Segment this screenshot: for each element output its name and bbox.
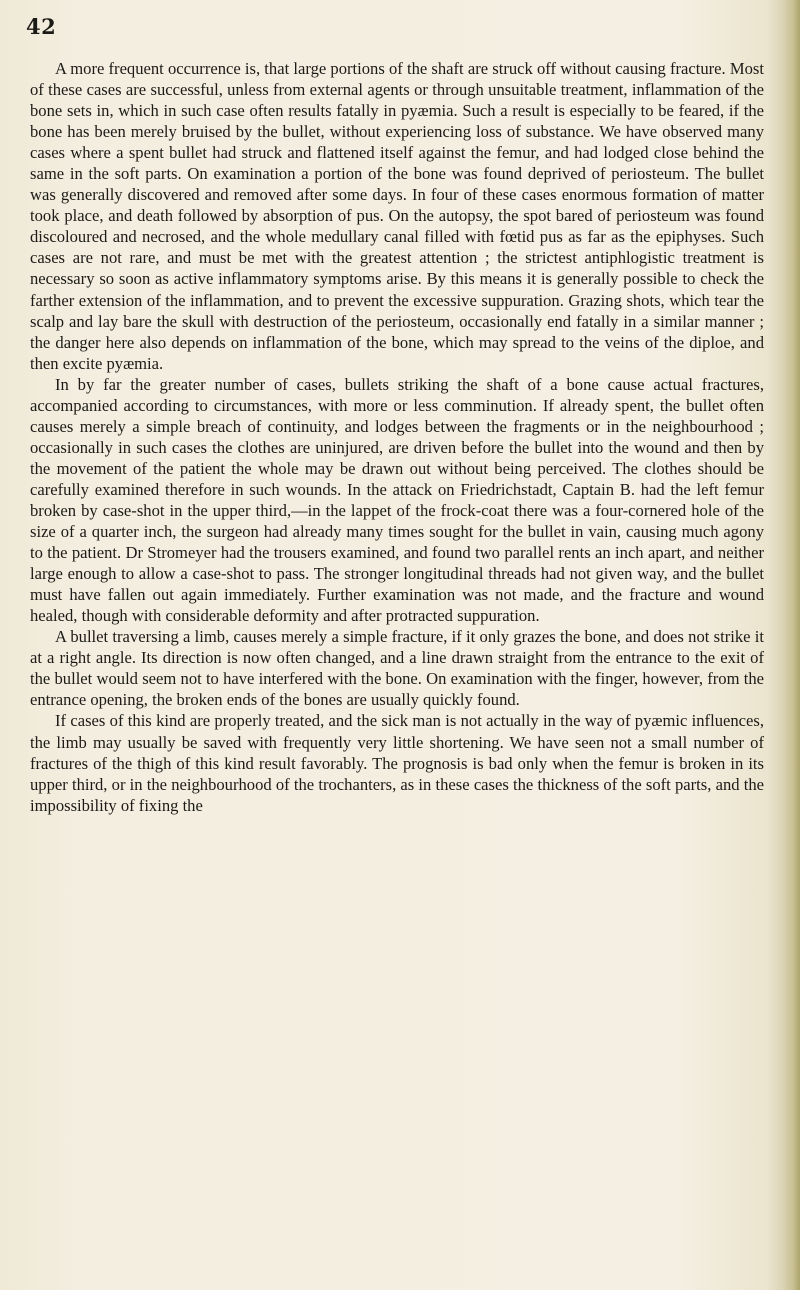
page-number: 42 [26,14,57,39]
paragraph-2: In by far the greater number of cases, bullets striking the shaft of a bone cause actual fractures, accompanied according to circumstances, with more or less comminution. If already spent, the bullet often causes merely a simple breach of continuity, and lodges between the fragments or in the neighbourhood ; occasionally in such cases the clothes are uninjured, are driven before the bullet into the wound and then by the movement of the patient the whole may be drawn out without being perceived. The clothes should be carefully examined therefore in such wounds. In the attack on Friedrichstadt, Captain B. had the left femur broken by case-shot in the upper third,—in the lappet of the frock-coat there was a four-cornered hole of the size of a quarter inch, the surgeon had already many times sought for the bullet in vain, causing much agony to the patient. Dr Stromeyer had the trousers examined, and found two parallel rents an inch apart, and neither large enough to allow a case-shot to pass. The stronger longitudinal threads had not given way, and the bullet must have fallen out again immediately. Further examination was not made, and the fracture and wound healed, though with considerable deformity and after protracted suppuration. [30,374,764,626]
paragraph-4: If cases of this kind are properly treated, and the sick man is not actually in the way of pyæmic influences, the limb may usually be saved with frequently very little shortening. We have seen not a small number of fractures of the thigh of this kind result favorably. The prognosis is bad only when the femur is broken in its upper third, or in the neighbourhood of the trochanters, as in these cases the thickness of the soft parts, and the impossibility of fixing the [30,711,764,815]
paragraph-1: A more frequent occurrence is, that large portions of the shaft are struck off without causing fracture. Most of these cases are successful, unless from external agents or through unsuitable treatment, inflammation of the bone sets in, which in such case often results fatally in pyæmia. Such a result is especially to be feared, if the bone has been merely bruised by the bullet, without experiencing loss of substance. We have observed many cases where a spent bullet had struck and flattened itself against the femur, and had lodged close behind the same in the soft parts. On examination a portion of the bone was found deprived of periosteum. The bullet was generally discovered and removed after some days. In four of these cases enormous formation of matter took place, and death followed by absorption of pus. On the autopsy, the spot bared of periosteum was found discoloured and necrosed, and the whole medullary canal filled with fœtid pus as far as the epiphyses. Such cases are not rare, and must be met with the greatest attention ; the strictest antiphlogistic treatment is necessary so soon as active inflammatory symptoms arise. By this means it is generally possible to check the farther extension of the inflammation, and to prevent the excessive suppuration. Grazing shots, which tear the scalp and lay bare the skull with destruction of the periosteum, occasionally end fatally in a similar manner ; the danger here also depends on inflammation of the bone, which may spread to the veins of the diploe, and then excite pyæmia. [30,59,764,373]
page-edge-shadow [782,0,800,1290]
paragraph-3: A bullet traversing a limb, causes merely a simple fracture, if it only grazes the bone, and does not strike it at a right angle. Its direction is now often changed, and a line drawn straight from the entrance to the exit of the bullet would seem not to have interfered with the bone. On examination with the finger, however, from the entrance opening, the broken ends of the bones are usually quickly found. [30,627,764,710]
body-text [30,58,764,816]
